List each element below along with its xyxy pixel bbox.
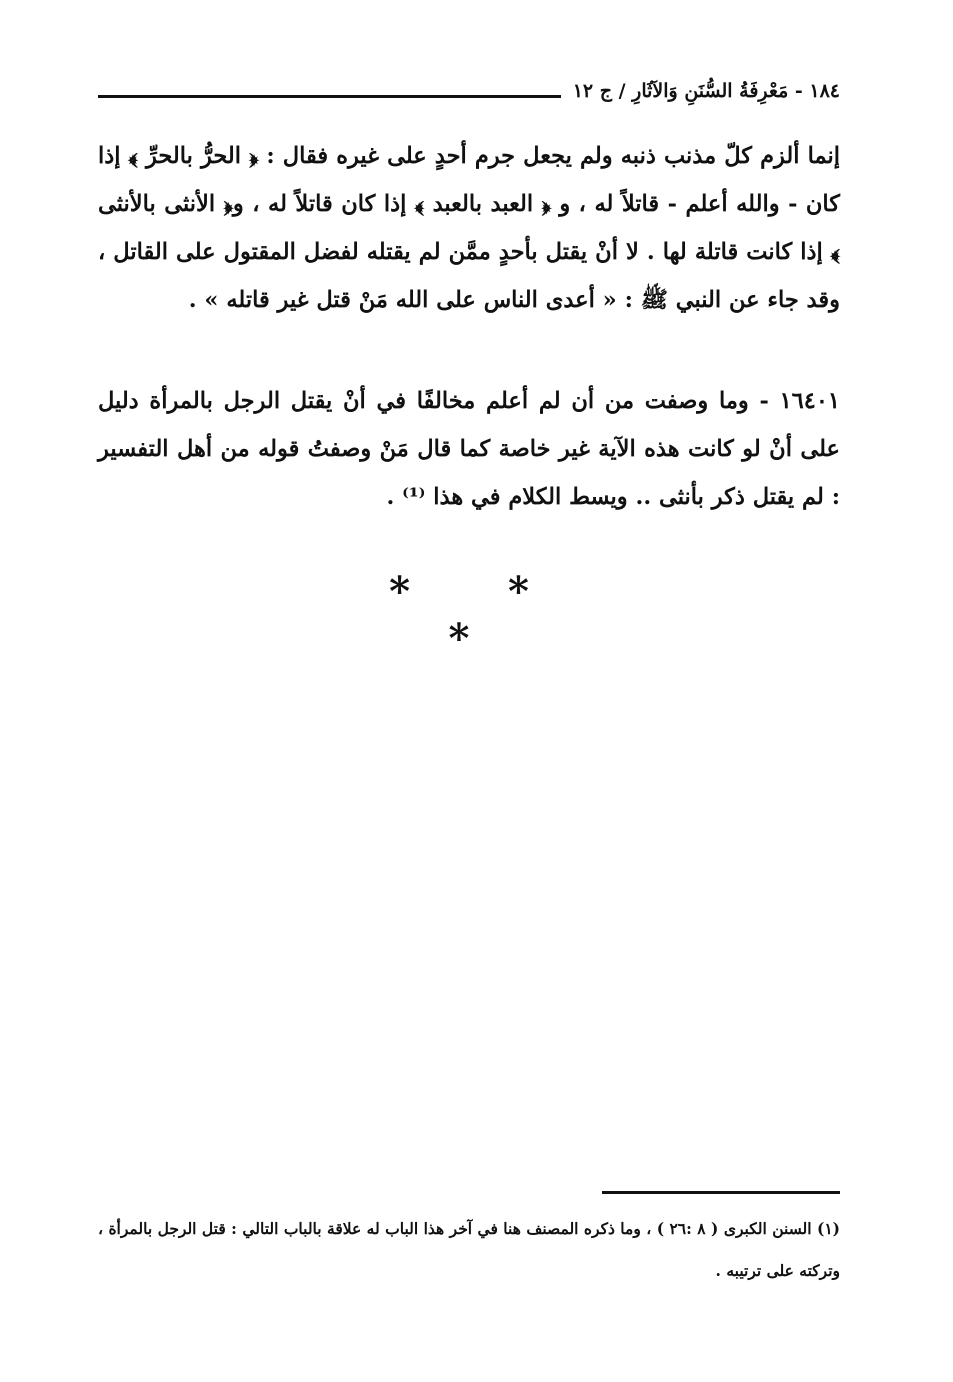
body-paragraph-1 bbox=[98, 132, 840, 324]
footnote-text: (١) السنن الكبرى ( ٨ :٢٦ ) ، وما ذكره المصنف هنا في آخر هذا الباب له علاقة بالباب التالي : قتل الرجل بالمرأة ، وتركته على ترتيبه . bbox=[98, 1219, 840, 1280]
page-header bbox=[98, 76, 840, 106]
paragraph-text: إنما ألزم كلّ مذنب ذنبه ولم يجعل جرم أحدٍ على غيره فقال : ﴿ الحرُّ بالحرِّ ﴾ إذا كان - والله أعلم - قاتلاً له ، و ﴿ العبد بالعبد ﴾ إذا كان قاتلاً له ، و﴿ الأنثى بالأنثى ﴾ إذا كانت قاتلة لها . لا أنْ يقتل بأحدٍ ممَّن لم يقتله لفضل المقتول على القاتل ، وقد جاء عن النبي ﷺ : « أعدى الناس على الله مَنْ قتل غير قاتله » . bbox=[98, 143, 840, 313]
section-separator: * * * bbox=[389, 568, 571, 662]
paragraph-text: ١٦٤٠١ - وما وصفت من أن لم أعلم مخالفًا في أنْ يقتل الرجل بالمرأة دليل على أنْ لو كانت هذه الآية غير خاصة كما قال مَنْ وصفتُ قوله من أهل التفسير : لم يقتل ذكر بأنثى .. ويسط الكلام في هذا ⁽¹⁾ . bbox=[98, 388, 840, 510]
footnote-rule bbox=[602, 1191, 840, 1194]
running-header-title: ١٨٤ - مَعْرِفَةُ السُّنَنِ وَالآثَارِ / ج ١٢ bbox=[572, 80, 840, 102]
body-paragraph-2 bbox=[98, 377, 840, 521]
header-rule bbox=[98, 95, 561, 98]
footnote bbox=[98, 1208, 840, 1292]
